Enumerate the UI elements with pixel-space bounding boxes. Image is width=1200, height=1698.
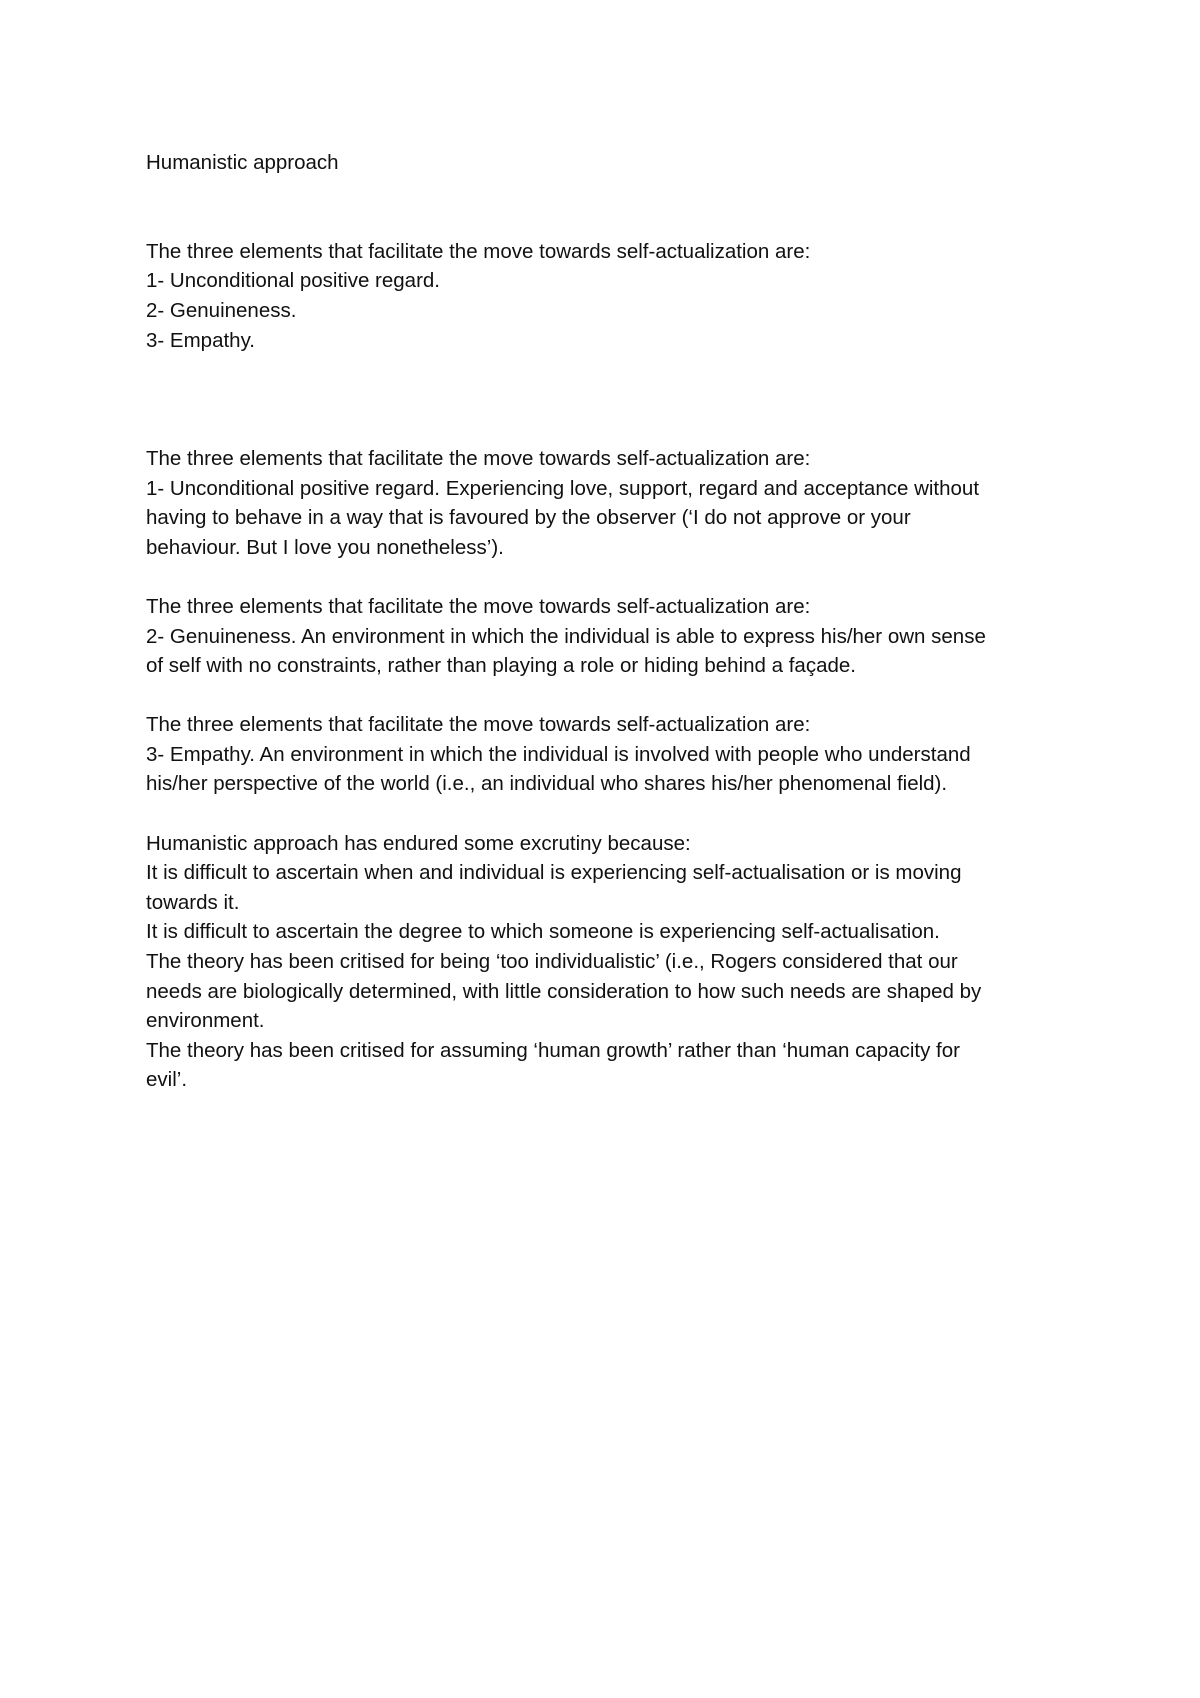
intro-lead: The three elements that facilitate the move towards self-actualization are: xyxy=(146,239,811,263)
criticism-lead: Humanistic approach has endured some excrutiny because: xyxy=(146,831,691,855)
genuineness-text-line: of self with no constraints, rather than playing a role or hiding behind a façade. xyxy=(146,654,856,678)
criticism-text-line: It is difficult to ascertain the degree to which someone is experiencing self-actualisation. xyxy=(146,920,940,944)
spacer xyxy=(146,681,1076,711)
intro-item: 1- Unconditional positive regard. xyxy=(146,269,440,293)
criticism-text-line: evil’. xyxy=(146,1068,188,1092)
spacer xyxy=(146,178,1076,237)
spacer xyxy=(146,799,1076,829)
criticism-text-line: towards it. xyxy=(146,890,240,914)
genuineness-lead: The three elements that facilitate the move towards self-actualization are: xyxy=(146,594,811,618)
empathy-lead: The three elements that facilitate the move towards self-actualization are: xyxy=(146,713,811,737)
criticism-text-line: environment. xyxy=(146,1009,265,1033)
regard-lead: The three elements that facilitate the move towards self-actualization are: xyxy=(146,446,811,470)
intro-item: 2- Genuineness. xyxy=(146,298,297,322)
empathy-section xyxy=(146,710,1076,799)
criticism-text-line: The theory has been critised for being ‘too individualistic’ (i.e., Rogers considered that our xyxy=(146,950,958,974)
genuineness-section xyxy=(146,592,1076,681)
intro-section xyxy=(146,237,1076,355)
criticism-section xyxy=(146,829,1076,1095)
spacer xyxy=(146,562,1076,592)
document-title: Humanistic approach xyxy=(146,151,339,174)
criticism-text-line: It is difficult to ascertain when and individual is experiencing self-actualisation or is moving xyxy=(146,861,962,885)
regard-section xyxy=(146,444,1076,562)
document-body xyxy=(146,148,1076,1095)
intro-item: 3- Empathy. xyxy=(146,328,255,352)
genuineness-text-line: 2- Genuineness. An environment in which the individual is able to express his/her own sense xyxy=(146,624,986,648)
spacer xyxy=(146,355,1076,444)
regard-text-line: 1- Unconditional positive regard. Experiencing love, support, regard and acceptance without xyxy=(146,476,980,500)
empathy-text-line: his/her perspective of the world (i.e., an individual who shares his/her phenomenal field). xyxy=(146,772,948,796)
criticism-text-line: needs are biologically determined, with little consideration to how such needs are shaped by xyxy=(146,979,982,1003)
regard-text-line: behaviour. But I love you nonetheless’). xyxy=(146,535,504,559)
criticism-text-line: The theory has been critised for assuming ‘human growth’ rather than ‘human capacity for xyxy=(146,1038,960,1062)
regard-text-line: having to behave in a way that is favoured by the observer (‘I do not approve or your xyxy=(146,506,911,530)
empathy-text-line: 3- Empathy. An environment in which the individual is involved with people who understand xyxy=(146,742,971,766)
